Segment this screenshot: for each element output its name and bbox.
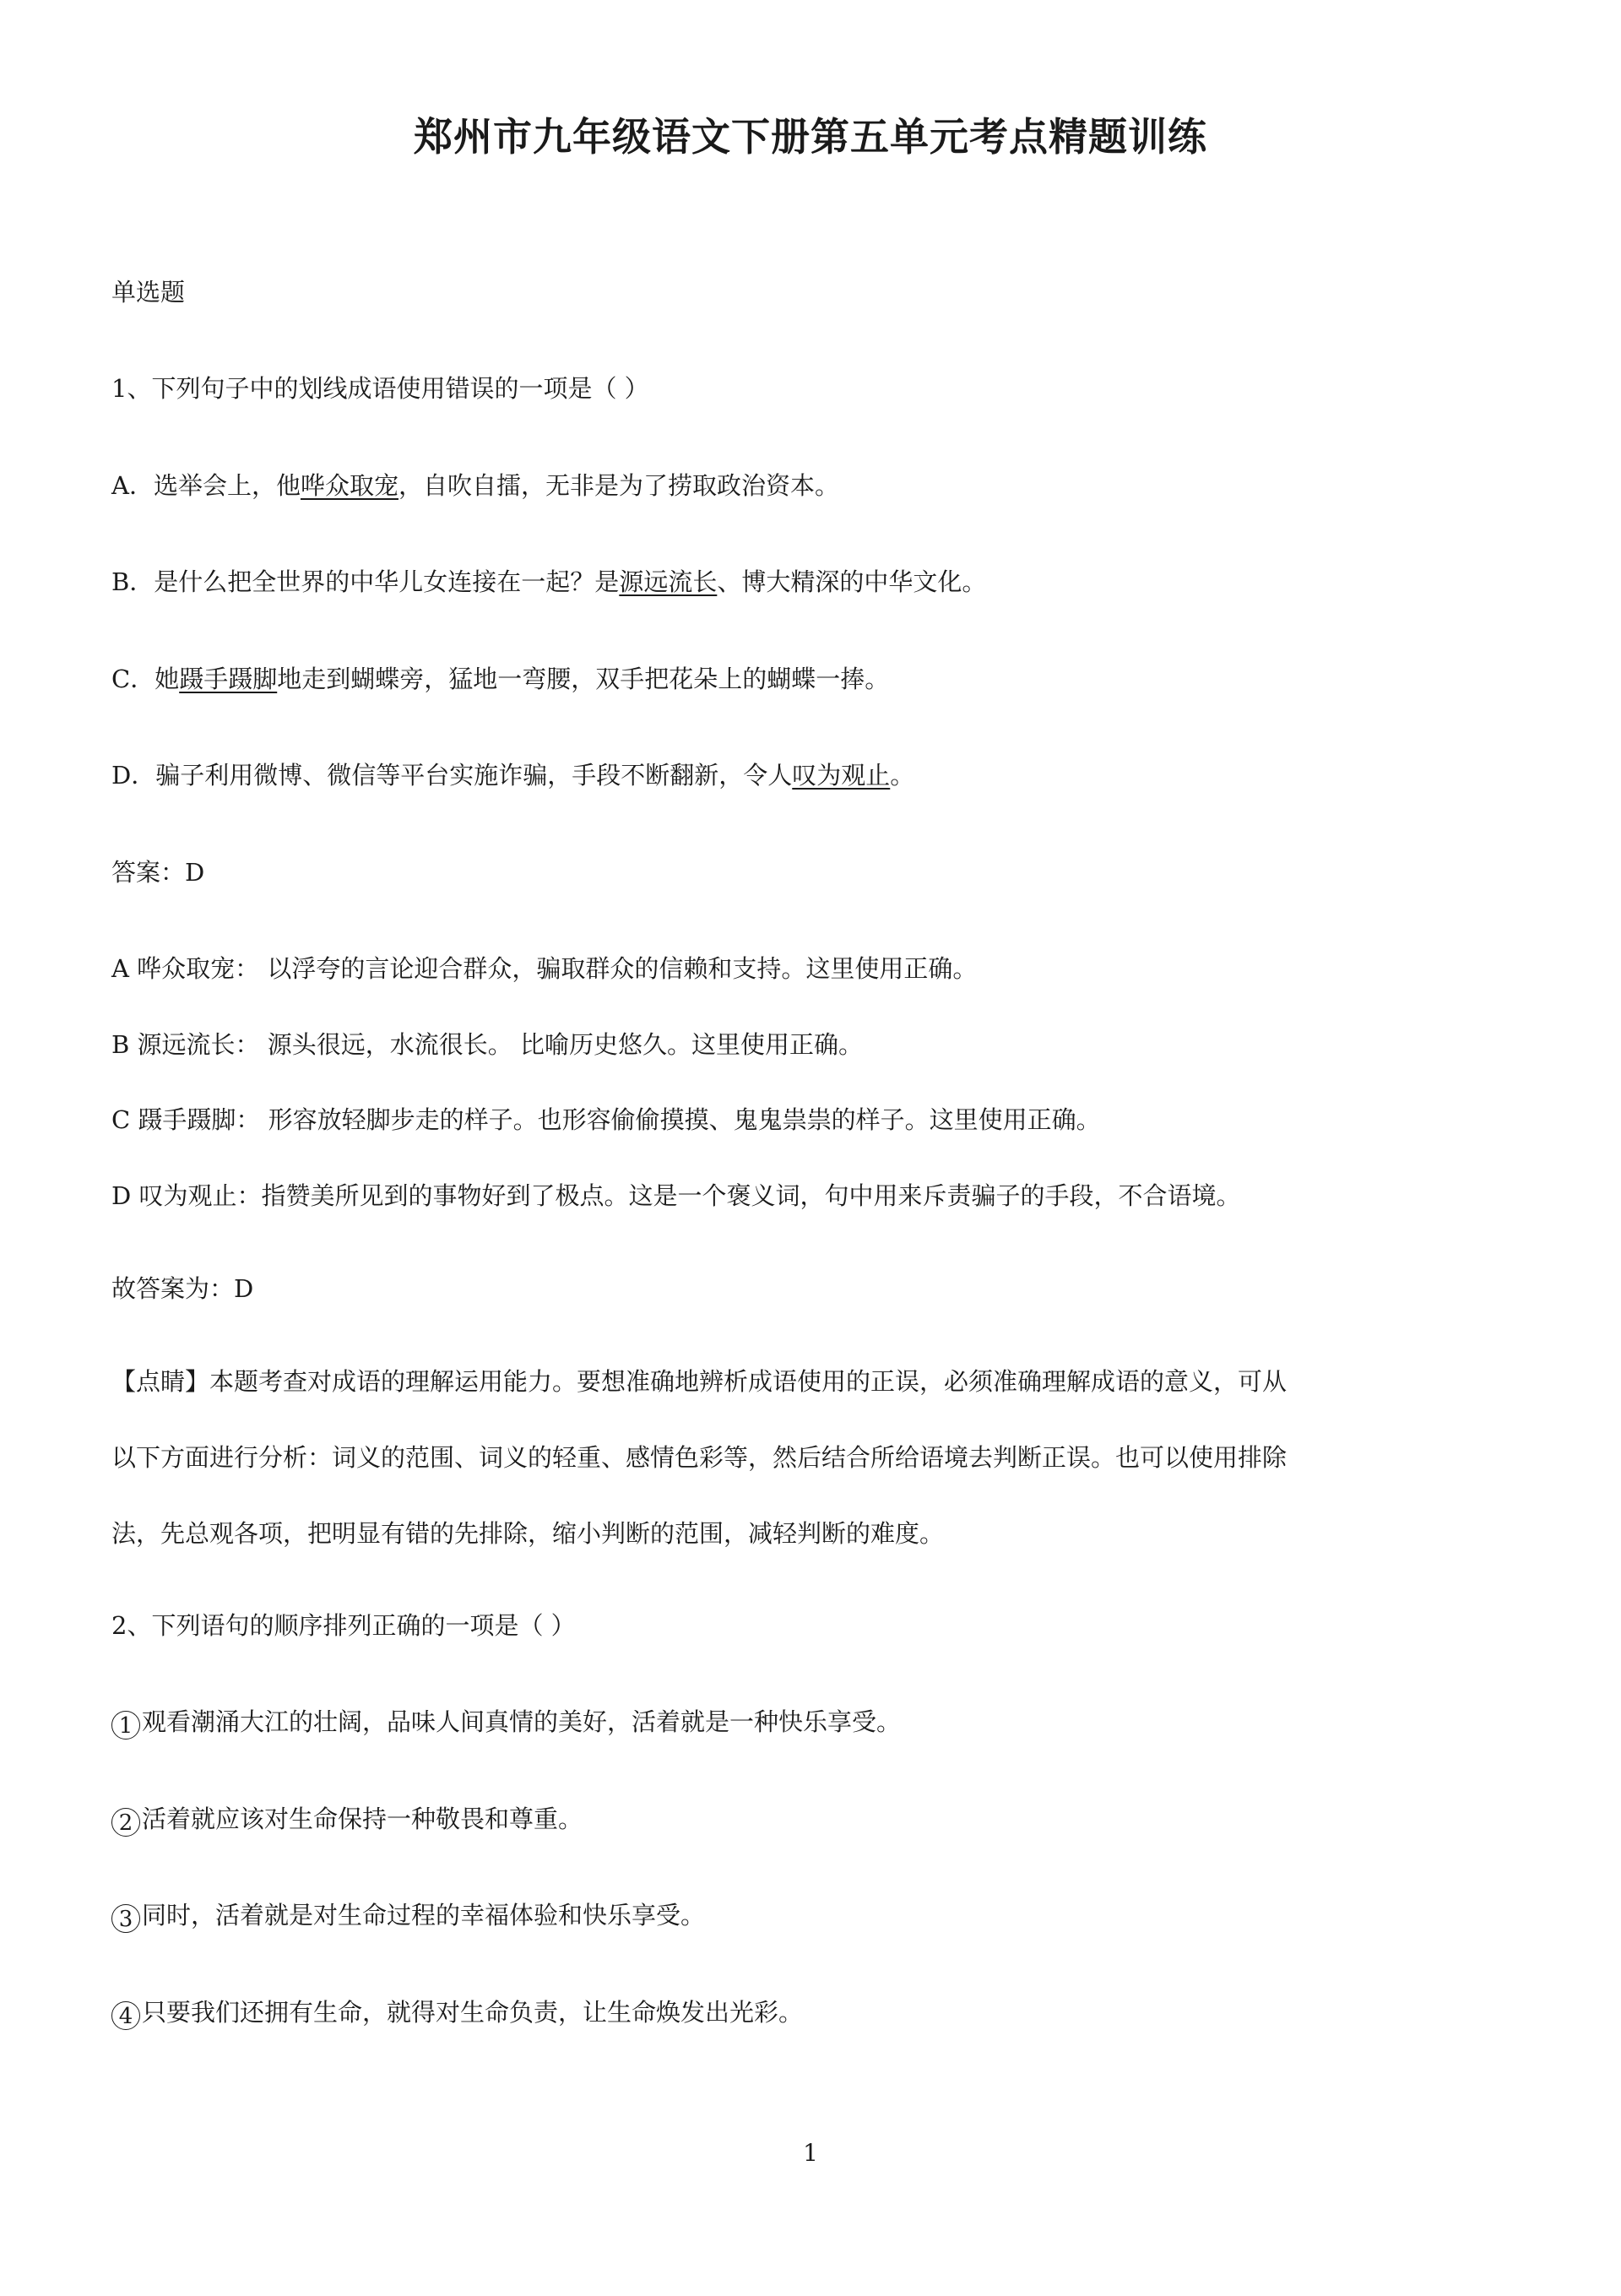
option-text-after: 、博大精深的中华文化。	[717, 567, 987, 596]
question-1-stem: 1、下列句子中的划线成语使用错误的一项是（ ）	[111, 374, 649, 403]
option-text-after: 。	[890, 761, 915, 790]
option-text-after: 地走到蝴蝶旁，猛地一弯腰，双手把花朵上的蝴蝶一捧。	[277, 665, 890, 693]
sentence-1	[111, 1705, 901, 1740]
option-text-before: A．选举会上，他	[111, 471, 301, 500]
sentence-text: 活着就应该对生命保持一种敬畏和尊重。	[142, 1805, 583, 1833]
circled-number: 1	[111, 1711, 140, 1740]
circled-number: 4	[111, 2001, 140, 2030]
page-number: 1	[803, 2139, 818, 2167]
question-2-stem: 2、下列语句的顺序排列正确的一项是（ ）	[111, 1611, 576, 1640]
sentence-4	[111, 1995, 803, 2030]
question-1-answer: 答案：D	[111, 858, 205, 887]
question-1-option-b	[111, 565, 986, 599]
sentence-text: 同时，活着就是对生命过程的幸福体验和快乐享受。	[142, 1901, 706, 1930]
explanation-b: B 源远流长： 源头很远，水流很长。 比喻历史悠久。这里使用正确。	[111, 1030, 863, 1059]
underlined-idiom: 源远流长	[619, 567, 718, 596]
dianjing-line-3: 法，先总观各项，把明显有错的先排除，缩小判断的范围，减轻判断的难度。	[111, 1519, 945, 1548]
underlined-idiom: 哗众取宠	[300, 471, 398, 500]
sentence-2	[111, 1802, 583, 1837]
option-text-after: ，自吹自擂，无非是为了捞取政治资本。	[398, 471, 839, 500]
final-answer: 故答案为：D	[111, 1274, 254, 1303]
explanation-c: C 蹑手蹑脚： 形容放轻脚步走的样子。也形容偷偷摸摸、鬼鬼祟祟的样子。这里使用正确。	[111, 1105, 1101, 1134]
option-text-before: C．她	[111, 665, 180, 693]
section-heading: 单选题	[111, 278, 186, 307]
circled-number: 3	[111, 1904, 140, 1933]
explanation-d: D 叹为观止：指赞美所见到的事物好到了极点。这是一个褒义词，句中用来斥责骗子的手段，不合语境。	[111, 1181, 1241, 1210]
dianjing-line-1: 【点睛】本题考查对成语的理解运用能力。要想准确地辨析成语使用的正误，必须准确理解成语的意义，可从	[111, 1367, 1288, 1396]
sentence-text: 只要我们还拥有生命，就得对生命负责，让生命焕发出光彩。	[142, 1998, 804, 2027]
page-title: 郑州市九年级语文下册第五单元考点精题训练	[414, 114, 1207, 160]
underlined-idiom: 叹为观止	[792, 761, 891, 790]
underlined-idiom: 蹑手蹑脚	[179, 665, 278, 693]
explanation-a: A 哗众取宠： 以浮夸的言论迎合群众，骗取群众的信赖和支持。这里使用正确。	[111, 954, 978, 983]
option-text-before: B．是什么把全世界的中华儿女连接在一起？是	[111, 567, 620, 596]
sentence-text: 观看潮涌大江的壮阔，品味人间真情的美好，活着就是一种快乐享受。	[142, 1707, 902, 1736]
question-1-option-d	[111, 758, 914, 792]
question-1-option-c	[111, 662, 889, 696]
sentence-3	[111, 1898, 705, 1933]
question-1-option-a	[111, 469, 839, 502]
circled-number: 2	[111, 1808, 140, 1837]
dianjing-line-2: 以下方面进行分析：词义的范围、词义的轻重、感情色彩等，然后结合所给语境去判断正误。也可以使用排除	[111, 1443, 1288, 1472]
option-text-before: D．骗子利用微博、微信等平台实施诈骗，手段不断翻新，令人	[111, 761, 793, 790]
